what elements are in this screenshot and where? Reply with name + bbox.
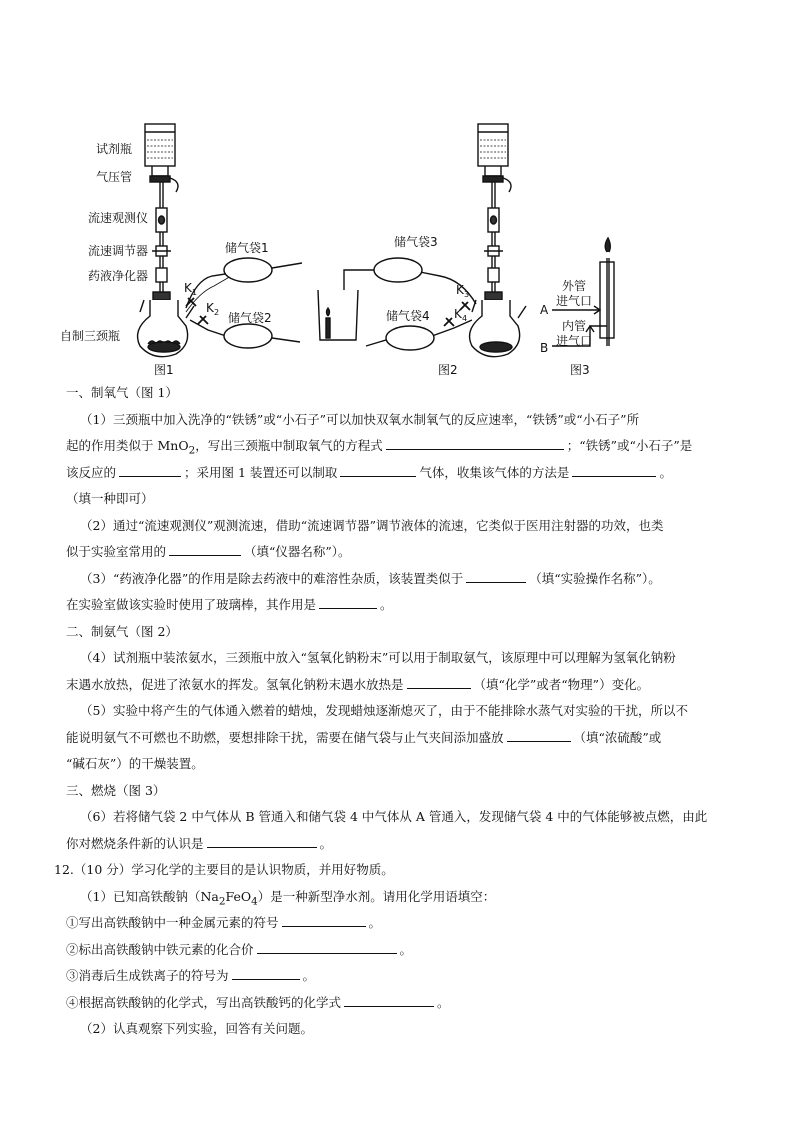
fig1-label-reagent-bottle: 试剂瓶 xyxy=(96,142,133,156)
fig1-label-bag1: 储气袋1 xyxy=(225,241,269,255)
fig1-bag2 xyxy=(224,324,272,348)
q3-text-b2: 。 xyxy=(380,597,393,612)
fig2-label-bag4: 储气袋4 xyxy=(386,309,430,323)
section-heading-1: 一、制氧气（图 1） xyxy=(66,385,178,400)
q12-1-sub-1: 2 xyxy=(218,895,226,907)
q1-text-b3: ；“铁锈”或“小石子”是 xyxy=(566,438,693,453)
fig3-label-outer-2: 进气口 xyxy=(556,294,593,308)
fig2-beaker xyxy=(318,290,358,340)
question-text xyxy=(54,380,734,1043)
q2-text-b2: （填“仪器名称”）。 xyxy=(244,544,351,559)
q12-1-sub-2: 4 xyxy=(251,895,258,907)
q12-item-2 xyxy=(66,937,734,964)
fig3-label-b: B xyxy=(540,341,549,355)
q2-text-b1: 似于实验室常用的 xyxy=(66,544,167,559)
fig1-label-bag2: 储气袋2 xyxy=(228,311,272,325)
q2-line-b xyxy=(66,539,734,566)
apparatus-figures xyxy=(0,0,794,380)
q5-line-a: （5）实验中将产生的气体通入燃着的蜡烛，发现蜡烛逐渐熄灭了，由于不能排除水蒸气对实验的干扰，所以不 xyxy=(80,703,688,718)
fig1-label-k2-sub: 2 xyxy=(214,308,220,317)
fig2-reagent-bottle xyxy=(478,124,508,166)
fig1-bag1 xyxy=(224,258,272,282)
q1-text-c1: 该反应的 xyxy=(66,464,117,480)
fig1-reagent-bottle xyxy=(145,124,175,166)
q1-answer-blank-method[interactable] xyxy=(572,462,656,477)
q12-item-2-end: 。 xyxy=(399,941,413,957)
q4-text-b1: 末遇水放热，促进了浓氨水的挥发。氢氧化钠粉末遇水放热是 xyxy=(66,676,404,692)
q12-item-1-text: ①写出高铁酸钠中一种金属元素的符号 xyxy=(66,915,279,930)
q4-line-b xyxy=(66,672,734,699)
q12-item-3-blank[interactable] xyxy=(232,965,300,980)
q12-item-1-end: 。 xyxy=(368,915,382,930)
q6-answer-blank[interactable] xyxy=(207,833,317,848)
fig1-label-flow-regulator: 流速调节器 xyxy=(88,244,149,258)
figure-area xyxy=(0,0,794,380)
fig3-label-inner-1: 内管 xyxy=(562,319,587,333)
q5-text-b1: 能说明氨气不可燃也不助燃，要想排除干扰，需要在储气袋与止气夹间添加盛放 xyxy=(66,729,504,745)
q1-text-c4: 。 xyxy=(659,464,672,480)
q4-answer-blank[interactable] xyxy=(407,674,471,689)
fig2-label-k4: K xyxy=(454,307,462,321)
fig1-label-flask: 自制三颈瓶 xyxy=(60,329,121,343)
q1-answer-blank-role[interactable] xyxy=(119,462,181,477)
fig3-label-a: A xyxy=(540,303,549,317)
q6-text-b1: 你对燃烧条件新的认识是 xyxy=(66,835,204,851)
q5-text-b2: （填“浓硫酸”或 xyxy=(573,729,662,745)
fig1-label-flow-meter: 流速观测仪 xyxy=(88,211,149,225)
q12-1-text-a2: FeO xyxy=(225,888,252,904)
q3-text-a1: （3）“药液净化器”的作用是除去药液中的难溶性杂质，该装置类似于 xyxy=(80,570,464,586)
fig2-label-k4-sub: 4 xyxy=(462,314,468,323)
fig2-label-k3: K xyxy=(456,283,464,297)
q12-item-2-text: ②标出高铁酸钠中铁元素的化合价 xyxy=(66,941,254,957)
fig1-label-k2: K xyxy=(206,301,214,315)
q3-text-a2: （填“实验操作名称”）。 xyxy=(529,570,661,586)
q3-line-a xyxy=(66,566,734,593)
section-heading-2: 二、制氨气（图 2） xyxy=(66,623,178,639)
q12-item-4-blank[interactable] xyxy=(344,992,434,1007)
q12-item-3-text: ③消毒后生成铁离子的符号为 xyxy=(66,968,229,983)
q6-line-a: （6）若将储气袋 2 中气体从 B 管通入和储气袋 4 中气体从 A 管通入，发现储气袋 4 中的气体能够被点燃，由此 xyxy=(80,809,708,824)
fig3-caption: 图3 xyxy=(570,363,590,377)
fig1-label-k1-sub: 1 xyxy=(192,288,198,297)
q3-answer-blank-operation[interactable] xyxy=(466,568,526,583)
q12-item-2-blank[interactable] xyxy=(257,939,397,954)
q12-item-1 xyxy=(66,910,734,937)
q3-text-b1: 在实验室做该实验时使用了玻璃棒，其作用是 xyxy=(66,597,317,612)
fig1-apparatus xyxy=(138,124,302,357)
q1-text-c3: 气体，收集该气体的方法是 xyxy=(419,464,570,480)
q12-item-3 xyxy=(66,963,734,990)
fig2-bag4 xyxy=(386,326,434,350)
q1-sub-2: 2 xyxy=(188,444,196,457)
section-heading-3: 三、燃烧（图 3） xyxy=(66,782,166,798)
fig1-label-purifier: 药液净化器 xyxy=(88,269,149,283)
fig2-label-bag3: 储气袋3 xyxy=(394,235,438,249)
fig3-label-inner-2: 进气口 xyxy=(556,334,593,348)
q12-1-text-a1: （1）已知高铁酸钠（Na xyxy=(80,888,219,904)
q2-answer-blank[interactable] xyxy=(169,541,241,556)
q5-line-b xyxy=(66,725,734,752)
q2-line-a: （2）通过“流速观测仪”观测流速，借助“流速调节器”调节液体的流速，它类似于医用注射器的功效，也类 xyxy=(80,517,664,533)
q4-line-a: （4）试剂瓶中装浓氨水，三颈瓶中放入“氢氧化钠粉末”可以用于制取氨气，该原理中可以理解为氢氧化钠粉 xyxy=(80,650,676,665)
fig2-caption: 图2 xyxy=(438,363,458,377)
q12-2: （2）认真观察下列实验，回答有关问题。 xyxy=(80,1021,313,1036)
q12-title: 12.（10 分）学习化学的主要目的是认识物质，并用好物质。 xyxy=(54,862,394,877)
fig3-label-outer-1: 外管 xyxy=(562,279,587,293)
q12-item-3-end: 。 xyxy=(302,968,316,983)
fig2-bag3 xyxy=(374,258,422,282)
q1-line-a: （1）三颈瓶中加入洗净的“铁锈”或“小石子”可以加快双氧水制氧气的反应速率，“铁锈”或“小石子”所 xyxy=(80,411,640,427)
q1-text-b2: ，写出三颈瓶中制取氧气的方程式 xyxy=(195,438,383,453)
q1-line-c xyxy=(66,460,734,487)
q3-line-b xyxy=(66,592,734,619)
q1-answer-blank-gas[interactable] xyxy=(340,462,416,477)
q1-text-c2: ；采用图 1 装置还可以制取 xyxy=(184,464,338,480)
q5-answer-blank[interactable] xyxy=(507,727,571,742)
q12-item-4-text: ④根据高铁酸钠的化学式，写出高铁酸钙的化学式 xyxy=(66,994,342,1010)
q12-item-1-blank[interactable] xyxy=(282,912,366,927)
q12-item-4-end: 。 xyxy=(437,994,450,1010)
q6-line-b xyxy=(66,831,734,858)
fig2-label-k3-sub: 3 xyxy=(464,290,470,299)
q1-text-b1: 起的作用类似于 MnO xyxy=(66,438,189,453)
q1-line-b xyxy=(66,433,734,460)
q6-text-b2: 。 xyxy=(319,835,333,851)
q4-text-b2: （填“化学”或者“物理”）变化。 xyxy=(473,676,650,692)
fig1-purifier xyxy=(156,268,167,282)
fig1-label-k1: K xyxy=(184,281,192,295)
q12-1-text-a3: ）是一种新型净水剂。请用化学用语填空： xyxy=(257,888,496,904)
fig1-caption: 图1 xyxy=(154,363,174,377)
q5-line-c: “碱石灰”）的干燥装置。 xyxy=(66,756,204,771)
q12-1-intro xyxy=(66,884,734,911)
q3-answer-blank-rod[interactable] xyxy=(319,594,377,609)
q1-line-d: （填一种即可） xyxy=(66,491,154,506)
fig1-label-pressure-tube: 气压管 xyxy=(96,170,133,184)
q12-item-4 xyxy=(66,990,734,1017)
q1-answer-blank-equation[interactable] xyxy=(386,435,564,450)
